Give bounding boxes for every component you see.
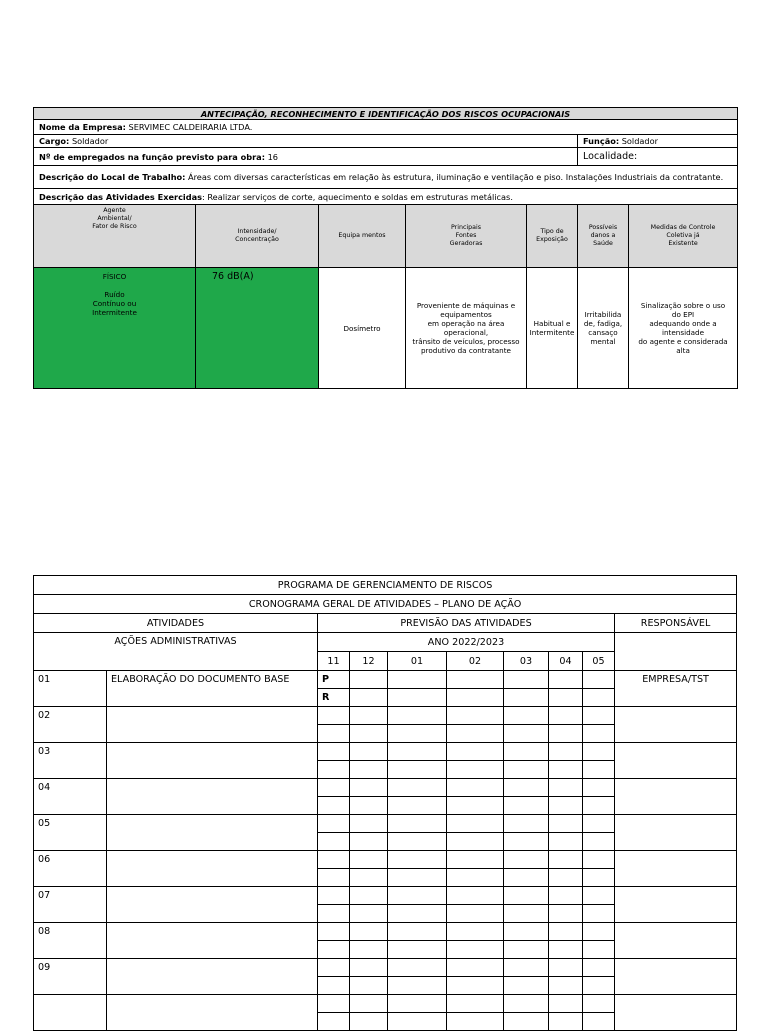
header-control-measures: Medidas de Controle Coletiva já Existente	[629, 205, 738, 268]
schedule-cell	[447, 707, 504, 725]
schedule-cell	[504, 689, 549, 707]
equipment-cell: Dosímetro	[319, 268, 406, 389]
schedule-cell	[504, 833, 549, 851]
sources-cell: Proveniente de máquinas e equipamentos em operação na área operacional, trânsito de veículos, processo produtivo da contratante	[406, 268, 527, 389]
schedule-cell	[447, 797, 504, 815]
schedule-cell	[549, 851, 583, 869]
activity-number: 07	[34, 887, 107, 923]
schedule-cell	[583, 833, 615, 851]
schedule-cell	[318, 905, 350, 923]
activity-description	[107, 707, 318, 743]
activity-number: 06	[34, 851, 107, 887]
schedule-cell	[583, 869, 615, 887]
schedule-cell	[388, 887, 447, 905]
schedule-cell	[388, 707, 447, 725]
schedule-title-1: PROGRAMA DE GERENCIAMENTO DE RISCOS	[34, 576, 737, 595]
schedule-cell	[549, 797, 583, 815]
schedule-cell	[549, 833, 583, 851]
activity-number: 03	[34, 743, 107, 779]
schedule-cell	[388, 977, 447, 995]
schedule-cell	[350, 941, 388, 959]
schedule-cell	[350, 725, 388, 743]
activity-description	[107, 923, 318, 959]
schedule-cell	[583, 707, 615, 725]
schedule-cell	[388, 725, 447, 743]
responsible-cell	[615, 779, 737, 815]
schedule-cell	[447, 833, 504, 851]
schedule-rows	[34, 671, 737, 1031]
schedule-cell	[318, 1013, 350, 1031]
schedule-cell	[350, 797, 388, 815]
schedule-cell	[447, 689, 504, 707]
activity-number: 04	[34, 779, 107, 815]
schedule-cell	[388, 959, 447, 977]
schedule-cell	[350, 977, 388, 995]
schedule-cell	[350, 833, 388, 851]
action-plan-schedule-table	[33, 575, 737, 1031]
schedule-cell	[549, 995, 583, 1013]
activity-number: 08	[34, 923, 107, 959]
schedule-cell	[388, 995, 447, 1013]
location-cell: Localidade:	[578, 148, 738, 166]
schedule-cell	[318, 959, 350, 977]
schedule-cell	[504, 995, 549, 1013]
schedule-cell	[388, 1013, 447, 1031]
schedule-cell	[583, 689, 615, 707]
schedule-cell	[549, 689, 583, 707]
activity-description: ELABORAÇÃO DO DOCUMENTO BASE	[107, 671, 318, 707]
schedule-cell	[350, 671, 388, 689]
schedule-cell	[504, 869, 549, 887]
schedule-cell	[318, 725, 350, 743]
schedule-cell	[549, 941, 583, 959]
schedule-cell	[447, 923, 504, 941]
schedule-cell	[318, 833, 350, 851]
activities-description-cell: Descrição das Atividades Exercidas: Realizar serviços de corte, aquecimento e soldas em estruturas metálicas.	[34, 189, 738, 205]
schedule-cell	[583, 797, 615, 815]
activity-description	[107, 815, 318, 851]
schedule-cell	[350, 761, 388, 779]
activity-description	[107, 779, 318, 815]
schedule-cell	[388, 869, 447, 887]
schedule-cell	[549, 815, 583, 833]
schedule-cell	[447, 761, 504, 779]
schedule-cell	[583, 761, 615, 779]
schedule-cell	[318, 977, 350, 995]
responsible-cell: EMPRESA/TST	[615, 671, 737, 707]
responsible-header: RESPONSÁVEL	[615, 614, 737, 633]
responsible-empty	[615, 633, 737, 671]
schedule-cell	[388, 815, 447, 833]
schedule-cell	[549, 761, 583, 779]
schedule-cell	[504, 761, 549, 779]
schedule-cell	[549, 959, 583, 977]
activity-description	[107, 887, 318, 923]
header-exposure: Tipo de Exposição	[527, 205, 578, 268]
activity-number: 02	[34, 707, 107, 743]
schedule-cell	[318, 941, 350, 959]
activity-description	[107, 995, 318, 1031]
schedule-cell	[350, 1013, 388, 1031]
forecast-header: PREVISÃO DAS ATIVIDADES	[318, 614, 615, 633]
schedule-cell	[504, 851, 549, 869]
activity-description	[107, 959, 318, 995]
schedule-cell	[583, 959, 615, 977]
schedule-cell	[447, 725, 504, 743]
schedule-cell	[447, 1013, 504, 1031]
schedule-cell	[388, 797, 447, 815]
responsible-cell	[615, 743, 737, 779]
month-header: 11	[318, 652, 350, 671]
schedule-cell	[447, 959, 504, 977]
month-header: 12	[350, 652, 388, 671]
responsible-cell	[615, 959, 737, 995]
schedule-cell	[388, 779, 447, 797]
schedule-title-2: CRONOGRAMA GERAL DE ATIVIDADES – PLANO DE AÇÃO	[34, 595, 737, 614]
header-sources: Principais Fontes Geradoras	[406, 205, 527, 268]
schedule-cell	[388, 905, 447, 923]
schedule-cell	[318, 707, 350, 725]
schedule-cell	[350, 869, 388, 887]
schedule-cell	[583, 887, 615, 905]
schedule-cell	[504, 743, 549, 761]
schedule-cell	[549, 671, 583, 689]
schedule-cell	[549, 977, 583, 995]
schedule-cell	[504, 671, 549, 689]
schedule-cell	[350, 995, 388, 1013]
schedule-cell	[350, 923, 388, 941]
schedule-cell	[447, 995, 504, 1013]
responsible-cell	[615, 815, 737, 851]
schedule-cell	[583, 923, 615, 941]
schedule-cell	[447, 941, 504, 959]
schedule-cell	[447, 905, 504, 923]
schedule-cell	[318, 779, 350, 797]
schedule-cell	[583, 779, 615, 797]
schedule-cell	[549, 887, 583, 905]
damage-cell: Irritabilida de, fadiga, cansaço mental	[578, 268, 629, 389]
company-name-cell: Nome da Empresa: SERVIMEC CALDEIRARIA LTDA.	[34, 120, 738, 135]
schedule-cell	[388, 743, 447, 761]
activity-description	[107, 743, 318, 779]
workplace-description-cell: Descrição do Local de Trabalho: Áreas com diversas características em relação às estrutura, iluminação e ventilação e piso. Instalações Industriais da contratante.	[34, 166, 738, 189]
schedule-cell	[388, 671, 447, 689]
schedule-cell	[318, 869, 350, 887]
schedule-cell	[447, 779, 504, 797]
schedule-cell	[318, 743, 350, 761]
schedule-cell	[549, 707, 583, 725]
schedule-cell	[504, 941, 549, 959]
header-equipment: Equipa mentos	[319, 205, 406, 268]
schedule-cell	[350, 689, 388, 707]
schedule-cell	[350, 743, 388, 761]
schedule-cell	[583, 905, 615, 923]
schedule-cell	[549, 743, 583, 761]
responsible-cell	[615, 707, 737, 743]
schedule-cell	[549, 725, 583, 743]
employee-count-cell: Nº de empregados na função previsto para obra: 16	[34, 148, 578, 166]
schedule-cell	[504, 977, 549, 995]
schedule-cell	[447, 671, 504, 689]
schedule-cell	[583, 815, 615, 833]
schedule-cell	[549, 905, 583, 923]
activities-header: ATIVIDADES	[34, 614, 318, 633]
month-header: 02	[447, 652, 504, 671]
schedule-cell	[350, 887, 388, 905]
month-header: 05	[583, 652, 615, 671]
schedule-cell	[583, 671, 615, 689]
schedule-cell	[447, 977, 504, 995]
schedule-cell	[350, 815, 388, 833]
exposure-cell: Habitual e Intermitente	[527, 268, 578, 389]
schedule-cell	[318, 887, 350, 905]
schedule-cell	[350, 851, 388, 869]
schedule-cell	[504, 815, 549, 833]
activity-description	[107, 851, 318, 887]
schedule-cell	[504, 707, 549, 725]
schedule-cell	[350, 779, 388, 797]
schedule-cell	[549, 779, 583, 797]
schedule-cell	[583, 725, 615, 743]
header-intensity: Intensidade/ Concentração	[196, 205, 319, 268]
schedule-cell	[583, 995, 615, 1013]
schedule-cell	[388, 851, 447, 869]
schedule-cell	[504, 797, 549, 815]
schedule-cell	[583, 941, 615, 959]
schedule-cell	[388, 761, 447, 779]
responsible-cell	[615, 923, 737, 959]
intensity-cell: 76 dB(A)	[196, 268, 319, 389]
schedule-cell	[504, 887, 549, 905]
risk-table-title: ANTECIPAÇÃO, RECONHECIMENTO E IDENTIFICAÇÃO DOS RISCOS OCUPACIONAIS	[34, 108, 738, 120]
schedule-cell	[504, 1013, 549, 1031]
schedule-cell	[388, 941, 447, 959]
schedule-cell	[583, 743, 615, 761]
schedule-cell	[318, 923, 350, 941]
schedule-cell	[350, 905, 388, 923]
function-cell: Função: Soldador	[578, 135, 738, 148]
schedule-cell	[583, 851, 615, 869]
schedule-cell	[318, 995, 350, 1013]
realized-marker: R	[318, 689, 350, 707]
activity-number: 09	[34, 959, 107, 995]
schedule-cell	[447, 815, 504, 833]
schedule-cell	[388, 923, 447, 941]
schedule-cell	[504, 725, 549, 743]
control-measures-cell: Sinalização sobre o uso do EPI adequando onde a intensidade do agente e considerada alta	[629, 268, 738, 389]
header-agent: Agente Ambiental/ Fator de Risco	[34, 205, 196, 268]
schedule-cell	[447, 887, 504, 905]
month-header: 03	[504, 652, 549, 671]
responsible-cell	[615, 887, 737, 923]
schedule-cell	[318, 761, 350, 779]
schedule-cell	[583, 1013, 615, 1031]
schedule-cell	[504, 959, 549, 977]
activity-number: 05	[34, 815, 107, 851]
schedule-cell	[504, 779, 549, 797]
schedule-cell	[318, 815, 350, 833]
schedule-cell	[504, 905, 549, 923]
schedule-cell	[350, 959, 388, 977]
schedule-cell	[549, 1013, 583, 1031]
schedule-cell	[318, 797, 350, 815]
year-header: ANO 2022/2023	[318, 633, 615, 652]
schedule-cell	[504, 923, 549, 941]
schedule-cell	[388, 689, 447, 707]
risk-identification-table	[33, 107, 738, 389]
schedule-cell	[447, 869, 504, 887]
schedule-cell	[447, 743, 504, 761]
month-header: 01	[388, 652, 447, 671]
schedule-cell	[350, 707, 388, 725]
month-header: 04	[549, 652, 583, 671]
responsible-cell	[615, 851, 737, 887]
responsible-cell	[615, 995, 737, 1031]
job-title-cell: Cargo: Soldador	[34, 135, 578, 148]
schedule-cell	[318, 851, 350, 869]
schedule-cell	[583, 977, 615, 995]
activity-number	[34, 995, 107, 1031]
schedule-cell	[447, 851, 504, 869]
planned-marker: P	[318, 671, 350, 689]
admin-actions-header: AÇÕES ADMINISTRATIVAS	[34, 633, 318, 671]
risk-agent-cell: FÍSICO Ruído Contínuo ou Intermitente	[34, 268, 196, 389]
schedule-cell	[549, 869, 583, 887]
schedule-cell	[549, 923, 583, 941]
activity-number: 01	[34, 671, 107, 707]
schedule-cell	[388, 833, 447, 851]
header-damage: Possíveis danos a Saúde	[578, 205, 629, 268]
